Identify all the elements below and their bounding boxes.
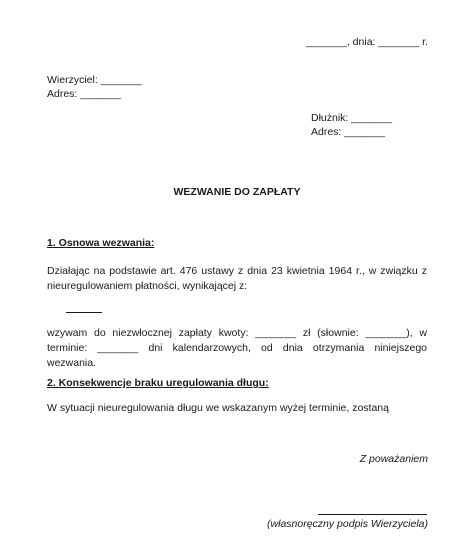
debtor-name-line: Dłużnik: _______	[311, 112, 393, 124]
creditor-address-line: Adres: _______	[47, 88, 122, 100]
section-1-heading: 1. Osnowa wezwania:	[47, 237, 155, 249]
signature-caption: (własnoręczny podpis Wierzyciela)	[267, 518, 428, 530]
section-2-heading: 2. Konsekwencje braku uregulowania długu:	[47, 377, 269, 389]
debtor-address-line: Adres: _______	[311, 126, 386, 138]
signature-line	[318, 514, 427, 515]
debt-source-blank-line	[66, 312, 102, 313]
document-title: WEZWANIE DO ZAPŁATY	[173, 186, 301, 198]
regards-text: Z poważaniem	[359, 453, 428, 465]
place-date-line: _______, dnia: _______ r.	[305, 36, 428, 48]
section-1-paragraph-1: Działając na podstawie art. 476 ustawy z dnia 23 kwietnia 1964 r., w związku z nieuregulowaniem płatności, wynikającej z:	[47, 265, 427, 292]
section-1-paragraph-2: wzywam do niezwłocznej zapłaty kwoty: _______ zł (słownie: _______), w terminie: _______ dni kalendarzowych, od dnia otrzymania niniejszego wezwania.	[47, 327, 427, 369]
section-2-paragraph: W sytuacji nieuregulowania długu we wskazanym wyżej terminie, zostaną	[47, 402, 389, 414]
creditor-name-line: Wierzyciel: _______	[47, 74, 142, 86]
